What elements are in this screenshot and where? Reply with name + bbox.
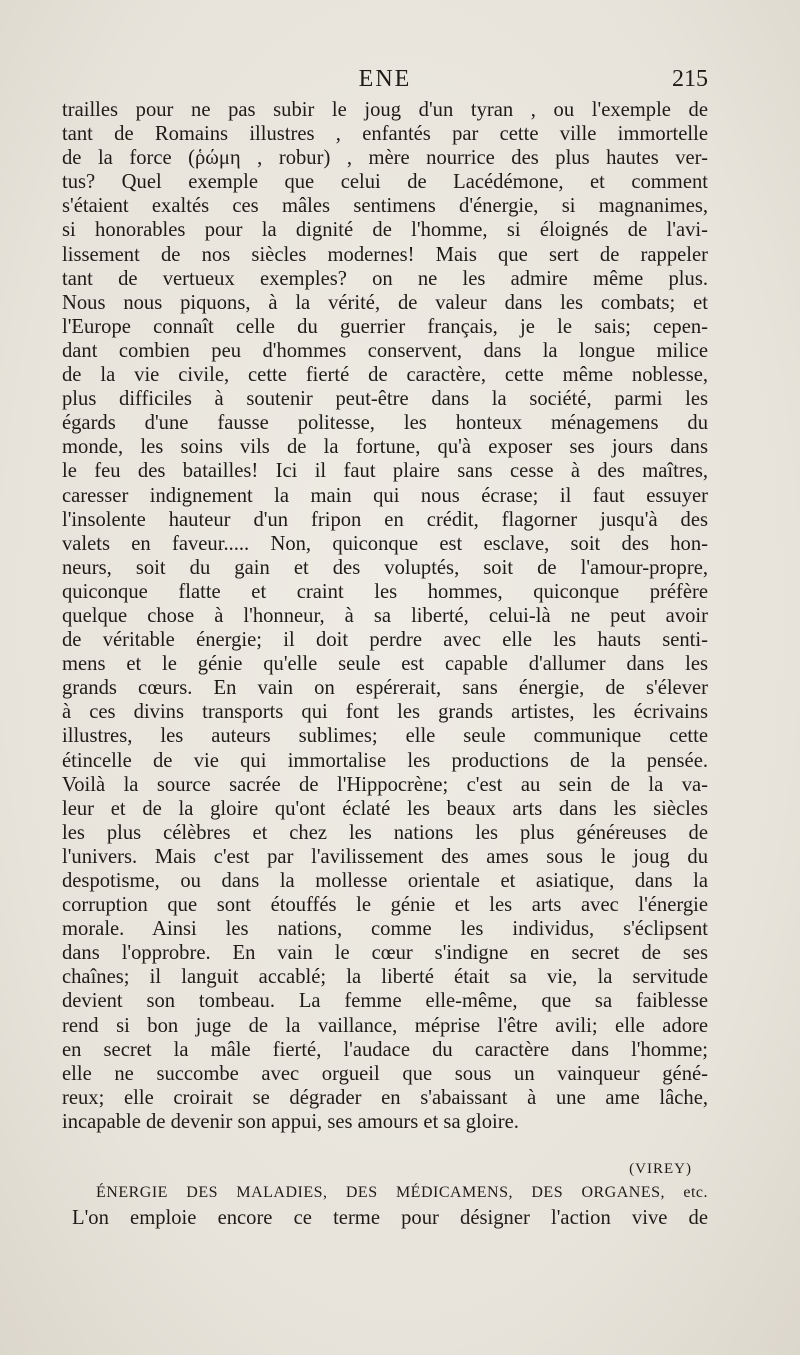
text-line: valets en faveur..... Non, quiconque est esclave, soit des hon-: [62, 532, 708, 555]
text-line: égards d'une fausse politesse, les honteux ménagemens du: [62, 412, 708, 435]
section-first-line: L'on emploie encore ce terme pour désigner l'action vive de: [72, 1207, 708, 1229]
text-line: le feu des batailles! Ici il faut plaire sans cesse à des maîtres,: [62, 460, 708, 483]
text-line: grands cœurs. En vain on espérerait, sans énergie, de s'élever: [62, 677, 708, 700]
text-line: monde, les soins vils de la fortune, qu'à exposer ses jours dans: [62, 436, 708, 459]
text-line: rend si bon juge de la vaillance, méprise l'être avili; elle adore: [62, 1014, 708, 1037]
text-line: étincelle de vie qui immortalise les productions de la pensée.: [62, 749, 708, 772]
section-heading: ÉNERGIE DES MALADIES, DES MÉDICAMENS, DES ORGANES, etc.: [96, 1184, 708, 1201]
text-line: caresser indignement la main qui nous écrase; il faut essuyer: [62, 484, 708, 507]
text-line: tant de vertueux exemples? on ne les admire même plus.: [62, 267, 708, 290]
text-line: neurs, soit du gain et des voluptés, soit de l'amour-propre,: [62, 556, 708, 579]
text-line: despotisme, ou dans la mollesse orientale et asiatique, dans la: [62, 870, 708, 892]
text-line: Nous nous piquons, à la vérité, de valeur dans les combats; et: [62, 291, 708, 314]
text-line: mens et le génie qu'elle seule est capable d'allumer dans les: [62, 653, 708, 676]
text-line: devient son tombeau. La femme elle-même, que sa faiblesse: [62, 990, 708, 1013]
text-line: plus difficiles à soutenir peut-être dans la société, parmi les: [62, 388, 708, 411]
text-line: illustres, les auteurs sublimes; elle seule communique cette: [62, 725, 708, 748]
text-line: tus? Quel exemple que celui de Lacédémone, et comment: [62, 171, 708, 194]
author-signature: (VIREY): [629, 1161, 692, 1177]
text-line: corruption que sont étouffés le génie et les arts avec l'énergie: [62, 894, 708, 917]
text-line: reux; elle croirait se dégrader en s'abaissant à une ame lâche,: [62, 1086, 708, 1109]
text-line: quiconque flatte et craint les hommes, quiconque préfère: [62, 580, 708, 603]
text-line: s'étaient exaltés ces mâles sentimens d'énergie, si magnanimes,: [62, 195, 708, 218]
body-text: [62, 98, 708, 1134]
text-line: de véritable énergie; il doit perdre avec elle les hauts senti-: [62, 629, 708, 652]
page-number: 215: [672, 66, 708, 92]
text-line: les plus célèbres et chez les nations les plus généreuses de: [62, 821, 708, 844]
text-line: en secret la mâle fierté, l'audace du caractère dans l'homme;: [62, 1038, 708, 1061]
text-line: dans l'opprobre. En vain le cœur s'indigne en secret de ses: [62, 942, 708, 965]
text-line: si honorables pour la dignité de l'homme, si éloignés de l'avi-: [62, 219, 708, 242]
running-head: [62, 66, 708, 98]
text-line: lissement de nos siècles modernes! Mais que sert de rappeler: [62, 243, 708, 266]
text-line: à ces divins transports qui font les grands artistes, les écrivains: [62, 701, 708, 724]
running-head-title: ENE: [358, 66, 412, 92]
text-line: de la force (ῥώμη , robur) , mère nourrice des plus hautes ver-: [62, 147, 708, 170]
text-line: l'univers. Mais c'est par l'avilissement des ames sous le joug du: [62, 845, 708, 868]
text-line: elle ne succombe avec orgueil que sous un vainqueur géné-: [62, 1062, 708, 1085]
text-line: Voilà la source sacrée de l'Hippocrène; c'est au sein de la va-: [62, 773, 708, 796]
text-line: morale. Ainsi les nations, comme les individus, s'éclipsent: [62, 918, 708, 941]
text-line: quelque chose à l'honneur, à sa liberté, celui-là ne peut avoir: [62, 604, 708, 627]
text-line: trailles pour ne pas subir le joug d'un tyran , ou l'exemple de: [62, 99, 708, 121]
text-line: l'insolente hauteur d'un fripon en crédit, flagorner jusqu'à des: [62, 508, 708, 531]
text-line: leur et de la gloire qu'ont éclaté les beaux arts dans les siècles: [62, 797, 708, 820]
text-line: dant combien peu d'hommes conservent, dans la longue milice: [62, 339, 708, 362]
text-line: incapable de devenir son appui, ses amours et sa gloire.: [62, 1110, 519, 1133]
text-line: l'Europe connaît celle du guerrier français, je le sais; cepen-: [62, 315, 708, 338]
text-line: tant de Romains illustres , enfantés par cette ville immortelle: [62, 123, 708, 146]
text-line: chaînes; il languit accablé; la liberté était sa vie, la servitude: [62, 966, 708, 989]
text-line: de la vie civile, cette fierté de caractère, cette même noblesse,: [62, 364, 708, 387]
